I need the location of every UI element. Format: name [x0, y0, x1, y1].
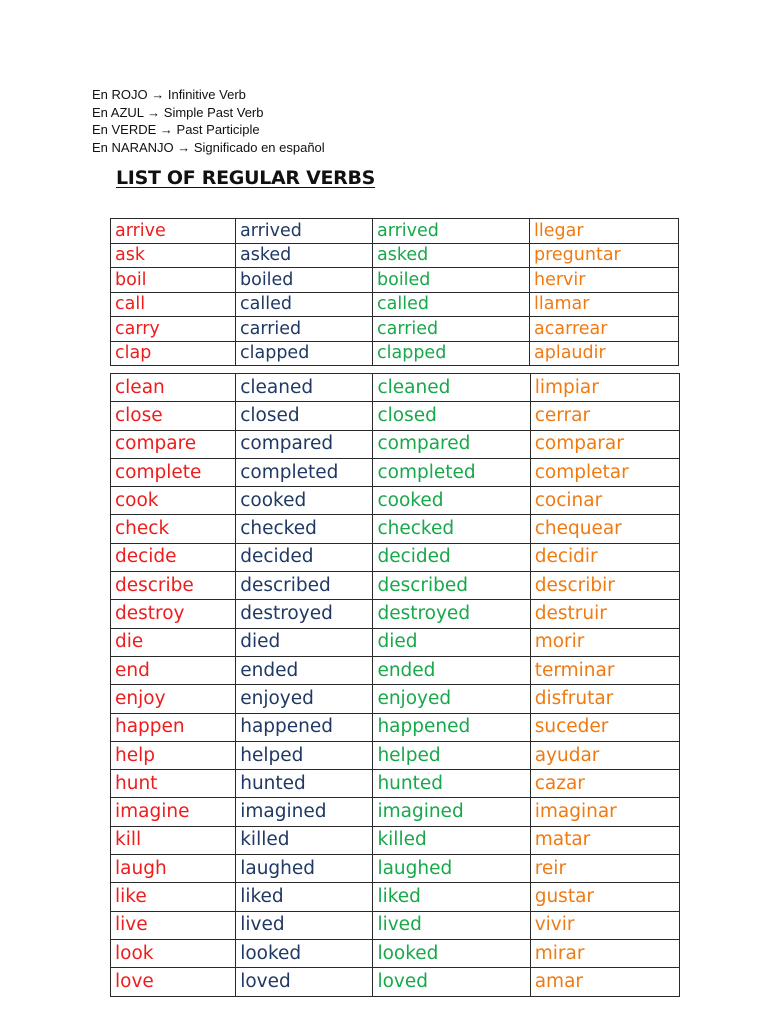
simple-past-cell: completed	[236, 458, 373, 486]
simple-past-cell: helped	[236, 741, 373, 769]
simple-past-cell: checked	[236, 515, 373, 543]
infinitive-cell: describe	[111, 572, 236, 600]
table-row	[111, 487, 680, 515]
table-row	[111, 572, 680, 600]
table-row	[111, 939, 680, 967]
spanish-meaning-cell: matar	[530, 826, 679, 854]
past-participle-cell: imagined	[373, 798, 530, 826]
spanish-meaning-cell: aplaudir	[530, 341, 679, 366]
past-participle-cell: clapped	[373, 341, 530, 366]
simple-past-cell: boiled	[236, 268, 373, 293]
infinitive-cell: laugh	[111, 855, 236, 883]
table-row	[111, 292, 679, 317]
simple-past-cell: closed	[236, 402, 373, 430]
spanish-meaning-cell: mirar	[530, 939, 679, 967]
past-participle-cell: boiled	[373, 268, 530, 293]
spanish-meaning-cell: destruir	[530, 600, 679, 628]
past-participle-cell: completed	[373, 458, 530, 486]
past-participle-cell: cooked	[373, 487, 530, 515]
table-row	[111, 855, 680, 883]
spanish-meaning-cell: chequear	[530, 515, 679, 543]
infinitive-cell: destroy	[111, 600, 236, 628]
spanish-meaning-cell: llamar	[530, 292, 679, 317]
spanish-meaning-cell: hervir	[530, 268, 679, 293]
simple-past-cell: called	[236, 292, 373, 317]
simple-past-cell: loved	[236, 968, 373, 996]
past-participle-cell: asked	[373, 243, 530, 268]
spanish-meaning-cell: suceder	[530, 713, 679, 741]
infinitive-cell: happen	[111, 713, 236, 741]
simple-past-cell: compared	[236, 430, 373, 458]
infinitive-cell: clean	[111, 374, 236, 402]
infinitive-cell: arrive	[111, 219, 236, 244]
infinitive-cell: call	[111, 292, 236, 317]
table-row	[111, 243, 679, 268]
past-participle-cell: loved	[373, 968, 530, 996]
infinitive-cell: like	[111, 883, 236, 911]
simple-past-cell: decided	[236, 543, 373, 571]
simple-past-cell: lived	[236, 911, 373, 939]
past-participle-cell: cleaned	[373, 374, 530, 402]
past-participle-cell: looked	[373, 939, 530, 967]
spanish-meaning-cell: amar	[530, 968, 679, 996]
table-row	[111, 402, 680, 430]
legend-line-green: En VERDE → Past Participle	[92, 122, 260, 137]
infinitive-cell: help	[111, 741, 236, 769]
past-participle-cell: killed	[373, 826, 530, 854]
table-row	[111, 911, 680, 939]
infinitive-cell: carry	[111, 317, 236, 342]
simple-past-cell: clapped	[236, 341, 373, 366]
spanish-meaning-cell: describir	[530, 572, 679, 600]
infinitive-cell: look	[111, 939, 236, 967]
table-row	[111, 543, 680, 571]
spanish-meaning-cell: llegar	[530, 219, 679, 244]
table-row	[111, 341, 679, 366]
infinitive-cell: compare	[111, 430, 236, 458]
infinitive-cell: imagine	[111, 798, 236, 826]
table-row	[111, 826, 680, 854]
simple-past-cell: asked	[236, 243, 373, 268]
past-participle-cell: compared	[373, 430, 530, 458]
spanish-meaning-cell: disfrutar	[530, 685, 679, 713]
legend-line-orange: En NARANJO → Significado en español	[92, 139, 325, 155]
simple-past-cell: cooked	[236, 487, 373, 515]
infinitive-cell: end	[111, 656, 236, 684]
infinitive-cell: die	[111, 628, 236, 656]
table-row	[111, 219, 679, 244]
spanish-meaning-cell: comparar	[530, 430, 679, 458]
infinitive-cell: close	[111, 402, 236, 430]
legend-line-blue: En AZUL → Simple Past Verb	[92, 104, 264, 120]
past-participle-cell: ended	[373, 656, 530, 684]
infinitive-cell: love	[111, 968, 236, 996]
simple-past-cell: happened	[236, 713, 373, 741]
table-row	[111, 430, 680, 458]
simple-past-cell: hunted	[236, 770, 373, 798]
past-participle-cell: destroyed	[373, 600, 530, 628]
past-participle-cell: lived	[373, 911, 530, 939]
simple-past-cell: carried	[236, 317, 373, 342]
spanish-meaning-cell: decidir	[530, 543, 679, 571]
past-participle-cell: decided	[373, 543, 530, 571]
infinitive-cell: ask	[111, 243, 236, 268]
spanish-meaning-cell: preguntar	[530, 243, 679, 268]
spanish-meaning-cell: limpiar	[530, 374, 679, 402]
table-row	[111, 317, 679, 342]
table-row	[111, 628, 680, 656]
past-participle-cell: happened	[373, 713, 530, 741]
past-participle-cell: arrived	[373, 219, 530, 244]
table-row	[111, 770, 680, 798]
table-row	[111, 685, 680, 713]
past-participle-cell: hunted	[373, 770, 530, 798]
spanish-meaning-cell: reir	[530, 855, 679, 883]
infinitive-cell: decide	[111, 543, 236, 571]
simple-past-cell: laughed	[236, 855, 373, 883]
table-row	[111, 600, 680, 628]
table-row	[111, 741, 680, 769]
infinitive-cell: live	[111, 911, 236, 939]
spanish-meaning-cell: morir	[530, 628, 679, 656]
color-legend	[92, 86, 325, 156]
table-row	[111, 656, 680, 684]
page-title: LIST OF REGULAR VERBS	[116, 167, 376, 189]
table-row	[111, 968, 680, 996]
simple-past-cell: looked	[236, 939, 373, 967]
spanish-meaning-cell: acarrear	[530, 317, 679, 342]
infinitive-cell: cook	[111, 487, 236, 515]
spanish-meaning-cell: cazar	[530, 770, 679, 798]
simple-past-cell: enjoyed	[236, 685, 373, 713]
infinitive-cell: check	[111, 515, 236, 543]
table-row	[111, 883, 680, 911]
infinitive-cell: complete	[111, 458, 236, 486]
verb-table-1	[110, 218, 679, 366]
past-participle-cell: liked	[373, 883, 530, 911]
simple-past-cell: described	[236, 572, 373, 600]
spanish-meaning-cell: terminar	[530, 656, 679, 684]
table-row	[111, 515, 680, 543]
table-row	[111, 268, 679, 293]
simple-past-cell: destroyed	[236, 600, 373, 628]
simple-past-cell: arrived	[236, 219, 373, 244]
table-row	[111, 458, 680, 486]
past-participle-cell: described	[373, 572, 530, 600]
simple-past-cell: liked	[236, 883, 373, 911]
past-participle-cell: enjoyed	[373, 685, 530, 713]
simple-past-cell: ended	[236, 656, 373, 684]
spanish-meaning-cell: completar	[530, 458, 679, 486]
spanish-meaning-cell: cocinar	[530, 487, 679, 515]
spanish-meaning-cell: ayudar	[530, 741, 679, 769]
past-participle-cell: helped	[373, 741, 530, 769]
spanish-meaning-cell: cerrar	[530, 402, 679, 430]
past-participle-cell: checked	[373, 515, 530, 543]
simple-past-cell: cleaned	[236, 374, 373, 402]
table-row	[111, 798, 680, 826]
table-row	[111, 713, 680, 741]
infinitive-cell: boil	[111, 268, 236, 293]
table-row	[111, 374, 680, 402]
simple-past-cell: died	[236, 628, 373, 656]
spanish-meaning-cell: gustar	[530, 883, 679, 911]
infinitive-cell: hunt	[111, 770, 236, 798]
spanish-meaning-cell: vivir	[530, 911, 679, 939]
past-participle-cell: laughed	[373, 855, 530, 883]
past-participle-cell: called	[373, 292, 530, 317]
infinitive-cell: kill	[111, 826, 236, 854]
infinitive-cell: clap	[111, 341, 236, 366]
simple-past-cell: killed	[236, 826, 373, 854]
infinitive-cell: enjoy	[111, 685, 236, 713]
legend-line-red: En ROJO → Infinitive Verb	[92, 87, 246, 102]
verb-table-2	[110, 373, 680, 997]
past-participle-cell: closed	[373, 402, 530, 430]
simple-past-cell: imagined	[236, 798, 373, 826]
past-participle-cell: carried	[373, 317, 530, 342]
past-participle-cell: died	[373, 628, 530, 656]
spanish-meaning-cell: imaginar	[530, 798, 679, 826]
